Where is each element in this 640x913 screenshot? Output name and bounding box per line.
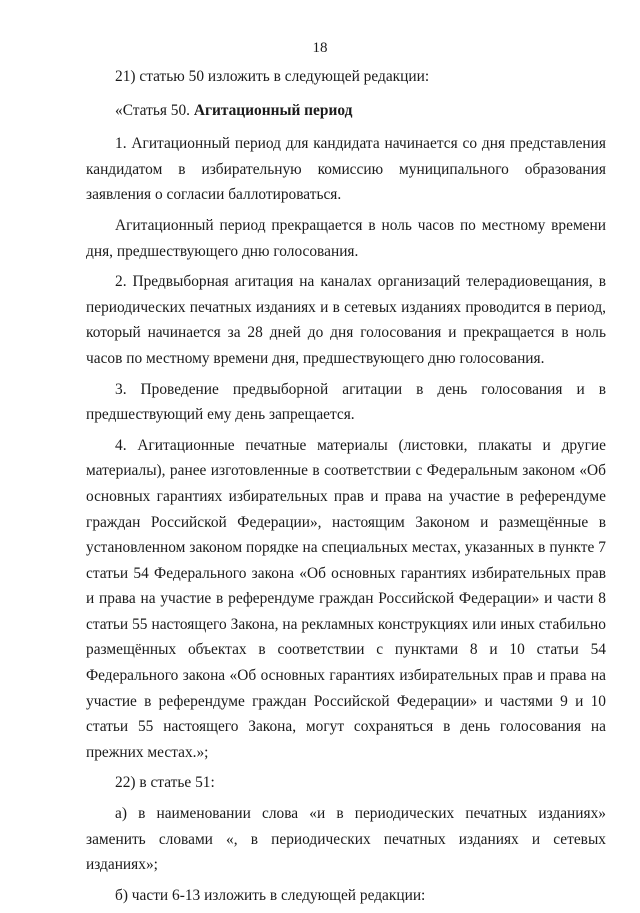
article-heading-prefix: «Статья 50. <box>115 101 194 119</box>
article-heading <box>86 98 606 124</box>
page-number: 18 <box>312 40 328 56</box>
article-paragraph-2: 2. Предвыборная агитация на каналах организаций телерадиовещания, в периодических печатных изданиях и в сетевых изданиях проводится в период, который начинается за 28 дней до дня голосования и прекращается в ноль часов по местному времени дня, предшествующего дню голосования. <box>86 273 606 367</box>
amendment-item-21: 21) статью 50 изложить в следующей редакции: <box>115 68 430 85</box>
article-heading-title: Агитационный период <box>193 101 353 119</box>
amendment-item-22a: а) в наименовании слова «и в периодических печатных изданиях» заменить словами «, в периодических печатных изданиях и сетевых изданиях»; <box>86 805 606 874</box>
article-paragraph-3: 3. Проведение предвыборной агитации в день голосования и в предшествующий ему день запрещается. <box>86 380 606 424</box>
article-paragraph-4: 4. Агитационные печатные материалы (листовки, плакаты и другие материалы), ранее изготовленные в соответствии с Федеральным законом «Об основных гарантиях избирательных прав и права на участие в референдуме граждан Российской Федерации», настоящим Законом и размещённые в установленном законом порядке на специальных местах, указанных в пункте 7 статьи 54 Федерального закона «Об основных гарантиях избирательных прав и права на участие в референдуме граждан Российской Федерации» и части 8 статьи 55 настоящего Закона, на рекламных конструкциях или иных стабильно размещённых объектах в соответствии с пунктами 8 и 10 статьи 54 Федерального закона «Об основных гарантиях избирательных прав и права на участие в референдуме граждан Российской Федерации» и частями 9 и 10 статьи 55 настоящего Закона, могут сохраняться в день голосования на прежних местах.»; <box>86 436 606 761</box>
amendment-item-22b: б) части 6-13 изложить в следующей редакции: <box>115 886 426 904</box>
amendment-item-22: 22) в статье 51: <box>115 774 215 792</box>
document-body <box>86 64 606 913</box>
article-paragraph-1b: Агитационный период прекращается в ноль часов по местному времени дня, предшествующего дню голосования. <box>86 216 606 260</box>
article-paragraph-1: 1. Агитационный период для кандидата начинается со дня представления кандидатом в избирательную комиссию муниципального образования заявления о согласии баллотироваться. <box>86 135 606 204</box>
